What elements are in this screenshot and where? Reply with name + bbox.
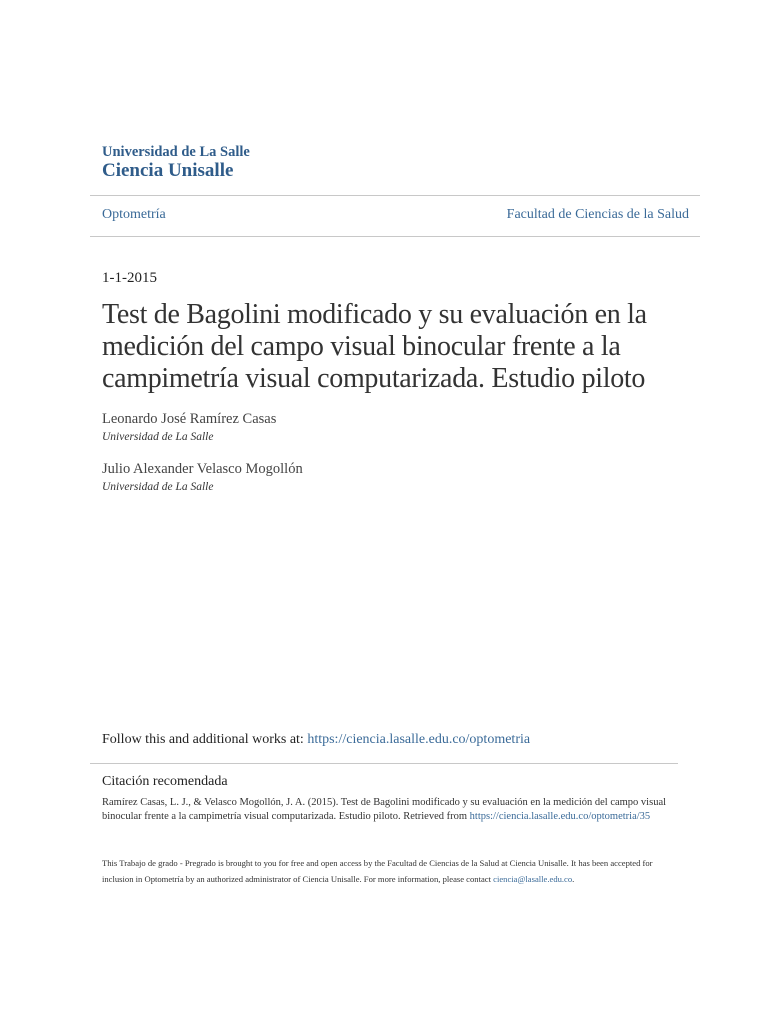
citation-link[interactable]: https://ciencia.lasalle.edu.co/optometria/35 <box>469 811 651 822</box>
author-name[interactable]: Leonardo José Ramírez Casas <box>102 411 277 427</box>
faculty-link[interactable]: Facultad de Ciencias de la Salud <box>506 207 689 222</box>
follow-line <box>102 732 530 748</box>
access-notice-end: . <box>572 874 575 884</box>
access-notice-text: This Trabajo de grado - Pregrado is brought to you for free and open access by the Facultad de Ciencias de la Salud at Ciencia Unisalle. It has been accepted for inclusion in Optometría by an authorized administrator of Ciencia Unisalle. For more information, please contact <box>102 858 653 884</box>
header-bottom-divider <box>90 236 700 237</box>
author-affiliation: Universidad de La Salle <box>102 481 214 493</box>
publication-date: 1-1-2015 <box>102 270 157 286</box>
access-notice <box>102 855 682 887</box>
citation-body: Ramírez Casas, L. J., & Velasco Mogollón, J. A. (2015). Test de Bagolini modificado y su evaluación en la medición del campo visual binocular frente a la campimetría visual computarizada. Estudio piloto. Retrieved from <box>102 797 667 822</box>
document-title: Test de Bagolini modificado y su evaluación en la medición del campo visual binocular frente a la campimetría visual computarizada. Estudio piloto <box>102 299 647 394</box>
collection-link[interactable]: https://ciencia.lasalle.edu.co/optometria <box>307 732 531 747</box>
follow-label: Follow this and additional works at: <box>102 732 304 747</box>
department-link[interactable]: Optometría <box>102 207 166 222</box>
author-name[interactable]: Julio Alexander Velasco Mogollón <box>102 461 303 477</box>
repository-name[interactable]: Ciencia Unisalle <box>102 160 234 181</box>
citation-text <box>102 796 682 824</box>
citation-divider <box>90 763 678 764</box>
contact-email-link[interactable]: ciencia@lasalle.edu.co <box>493 874 573 884</box>
header-top-divider <box>90 195 700 196</box>
institution-name[interactable]: Universidad de La Salle <box>102 144 250 160</box>
citation-heading: Citación recomendada <box>102 774 228 789</box>
author-affiliation: Universidad de La Salle <box>102 431 214 443</box>
